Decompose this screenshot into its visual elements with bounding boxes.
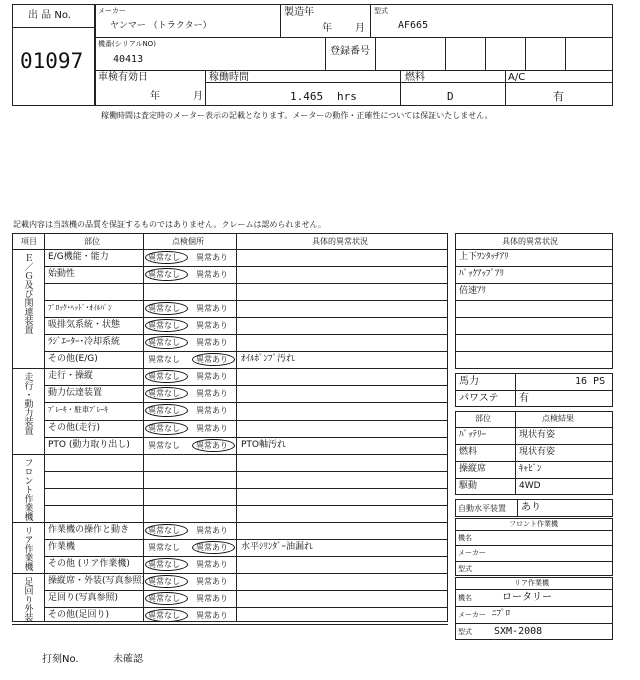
- auto-level-label: 自動水平装置: [458, 504, 506, 513]
- check-abnormal: 異常あり: [196, 525, 228, 535]
- check-value: 4WD: [519, 481, 541, 491]
- part-label: 動力伝達装置: [48, 388, 103, 399]
- check-normal: 異常なし: [148, 542, 180, 552]
- circle-normal: [145, 524, 188, 537]
- check-abnormal: 異常あり: [196, 576, 228, 586]
- hours-note: 稼働時間は査定時のメーター表示の記載となります。メーターの動作・正確性については保証いたしません。: [101, 111, 493, 120]
- front-implement-title: フロント作業機: [509, 520, 558, 528]
- inspection-label: 車検有効日: [98, 72, 148, 83]
- check-normal: 異常なし: [148, 559, 180, 569]
- part-label: 足回り(写真参照): [48, 593, 119, 603]
- section-label: フロント作業機: [22, 457, 33, 521]
- part-label: その他(走行): [48, 422, 101, 433]
- inspection-month: 月: [193, 91, 203, 102]
- part-label: 作業機の操作と動き: [48, 524, 130, 535]
- check-abnormal: 異常あり: [196, 253, 228, 262]
- serial-value: 40413: [113, 54, 144, 65]
- check-normal: 異常なし: [148, 594, 180, 603]
- section-label: 足回り外装: [22, 576, 33, 622]
- rear-name-label: 機名: [458, 594, 472, 602]
- check-normal: 異常なし: [148, 525, 180, 535]
- hp-value: 16 PS: [575, 376, 606, 387]
- front-field-label: メーカー: [458, 549, 486, 558]
- year-label: 製造年: [284, 7, 314, 18]
- part-label: 走行・操縦: [48, 371, 94, 382]
- hours-label: 稼働時間: [209, 72, 249, 83]
- circle-normal: [145, 251, 188, 264]
- check-abnormal: 異常あり: [196, 611, 228, 621]
- check-abnormal: 異常あり: [196, 594, 228, 603]
- circle-normal: [145, 592, 188, 605]
- check-normal: 異常なし: [148, 406, 180, 416]
- part-label: その他(足回り): [48, 610, 110, 621]
- part-label: 操縦席・外装(写真参照): [48, 575, 146, 586]
- abnormal-detail: PTO軸汚れ: [241, 439, 287, 450]
- abnormal-item: 上下ﾜﾝﾀｯﾁｱﾘ: [459, 252, 509, 262]
- abnormal-item: 倍速ｱﾘ: [459, 286, 487, 296]
- section-label: Ｅ／Ｇ及び関連装置: [22, 253, 33, 334]
- abnormal-detail: 水平ｼﾘﾝﾀﾞｰ油漏れ: [241, 541, 314, 552]
- check-normal: 異常なし: [148, 372, 180, 382]
- part-label: 始動性: [48, 269, 76, 280]
- model-label: 型式: [374, 7, 388, 15]
- powersteer-value: 有: [519, 393, 529, 404]
- part-label: ﾗｼﾞｴｰﾀｰ･冷却系統: [48, 337, 121, 348]
- circle-abnormal: [192, 439, 235, 452]
- circle-normal: [145, 575, 188, 588]
- abnormal-panel-header: 具体的異常状況: [502, 237, 558, 246]
- check-normal: 異常なし: [148, 321, 180, 331]
- rear-model-value: SXM-2008: [494, 626, 543, 637]
- rear-name-value: ロータリー: [502, 592, 552, 603]
- part-label: ﾌﾞﾛｯｸ･ﾍｯﾄﾞ･ｵｲﾙﾊﾟﾝ: [48, 303, 112, 313]
- part-label: E/G機能・能力: [48, 252, 109, 262]
- circle-abnormal: [192, 541, 235, 554]
- check-value: 現状有姿: [519, 430, 556, 440]
- hours-unit: hrs: [337, 90, 357, 103]
- check-normal: 異常なし: [148, 304, 180, 314]
- front-field-label: 型式: [458, 564, 472, 573]
- inspection-year: 年: [150, 91, 160, 102]
- auto-level-value: あり: [521, 502, 541, 513]
- check-abnormal: 異常あり: [196, 542, 228, 552]
- rear-maker-label: メーカー: [458, 611, 486, 619]
- hours-value: 1.465: [290, 90, 324, 103]
- col-detail-header: 具体的異常状況: [312, 237, 368, 246]
- fuel-label: 燃料: [405, 72, 425, 83]
- part-label: 作業機: [48, 541, 76, 552]
- check-normal: 異常なし: [148, 389, 180, 399]
- part-label: その他 (リア作業機): [48, 558, 130, 569]
- part-header: 部位: [475, 414, 491, 423]
- month-unit: 月: [355, 23, 365, 34]
- circle-normal: [145, 268, 188, 281]
- check-normal: 異常なし: [148, 440, 180, 450]
- model-value: AF665: [398, 20, 429, 31]
- section-label: 走行・動力装置: [22, 372, 33, 436]
- maker-value: ヤンマー （トラクター）: [110, 21, 212, 31]
- check-value: 現状有姿: [519, 447, 556, 457]
- check-abnormal: 異常あり: [196, 270, 228, 280]
- rear-implement-title: リア作業機: [514, 579, 549, 587]
- ac-value: 有: [553, 90, 564, 103]
- part-label: PTO (動力取り出し): [48, 439, 130, 450]
- check-label: 駆動: [459, 481, 478, 491]
- lot-number: 01097: [20, 49, 84, 73]
- check-normal: 異常なし: [148, 355, 180, 365]
- check-label: 燃料: [459, 447, 478, 457]
- year-unit: 年: [322, 23, 332, 34]
- check-normal: 異常なし: [148, 338, 180, 348]
- ac-label: A/C: [508, 72, 526, 83]
- col-check-header: 点検個所: [172, 237, 204, 246]
- maker-label: メーカー: [98, 7, 126, 15]
- check-abnormal: 異常あり: [196, 338, 228, 348]
- col-part-header: 部位: [84, 237, 100, 246]
- check-abnormal: 異常あり: [196, 559, 228, 569]
- hp-label: 馬力: [459, 376, 479, 387]
- serial-label: 機番(シリアルNO): [98, 40, 156, 48]
- check-value: ｷｬﾋﾞﾝ: [519, 464, 542, 474]
- check-abnormal: 異常あり: [196, 372, 228, 382]
- circle-normal: [145, 558, 188, 571]
- quality-note: 記載内容は当該機の品質を保証するものではありません。クレームは認められません。: [13, 220, 326, 229]
- stamp-label: 打刻No.: [42, 654, 79, 665]
- check-abnormal: 異常あり: [196, 355, 228, 365]
- rear-maker-value: ﾆﾌﾟﾛ: [492, 609, 511, 619]
- check-abnormal: 異常あり: [196, 304, 228, 314]
- part-label: その他(E/G): [48, 354, 98, 365]
- front-field-label: 機名: [458, 534, 472, 542]
- part-label: 吸排気系統・状態: [48, 320, 121, 331]
- col-item-header: 項目: [21, 237, 37, 246]
- lot-label: 出 品 No.: [28, 10, 71, 21]
- part-label: ﾌﾞﾚｰｷ・駐車ﾌﾞﾚｰｷ: [48, 405, 108, 415]
- check-abnormal: 異常あり: [196, 440, 228, 450]
- check-abnormal: 異常あり: [196, 321, 228, 331]
- rear-model-label: 型式: [458, 628, 472, 636]
- section-label: リア作業機: [22, 525, 33, 571]
- check-abnormal: 異常あり: [196, 389, 228, 399]
- check-abnormal: 異常あり: [196, 423, 228, 433]
- check-normal: 異常なし: [148, 611, 180, 621]
- abnormal-item: ﾊﾞｯｸｱｯﾌﾟｱﾘ: [459, 269, 505, 279]
- reg-label: 登録番号: [330, 46, 370, 57]
- abnormal-detail: ｵｲﾙﾎﾟﾝﾌﾟ汚れ: [241, 354, 296, 365]
- result-header: 点検結果: [542, 414, 574, 423]
- powersteer-label: パワステ: [459, 393, 499, 404]
- check-normal: 異常なし: [148, 270, 180, 280]
- check-normal: 異常なし: [148, 253, 180, 262]
- check-normal: 異常なし: [148, 423, 180, 433]
- check-abnormal: 異常あり: [196, 406, 228, 416]
- check-label: ﾊﾞｯﾃﾘｰ: [459, 430, 487, 440]
- circle-normal: [145, 609, 188, 622]
- check-label: 操縦席: [459, 464, 487, 474]
- fuel-value: D: [447, 90, 454, 103]
- check-normal: 異常なし: [148, 576, 180, 586]
- circle-normal: [145, 422, 188, 435]
- stamp-value: 未確認: [113, 654, 143, 665]
